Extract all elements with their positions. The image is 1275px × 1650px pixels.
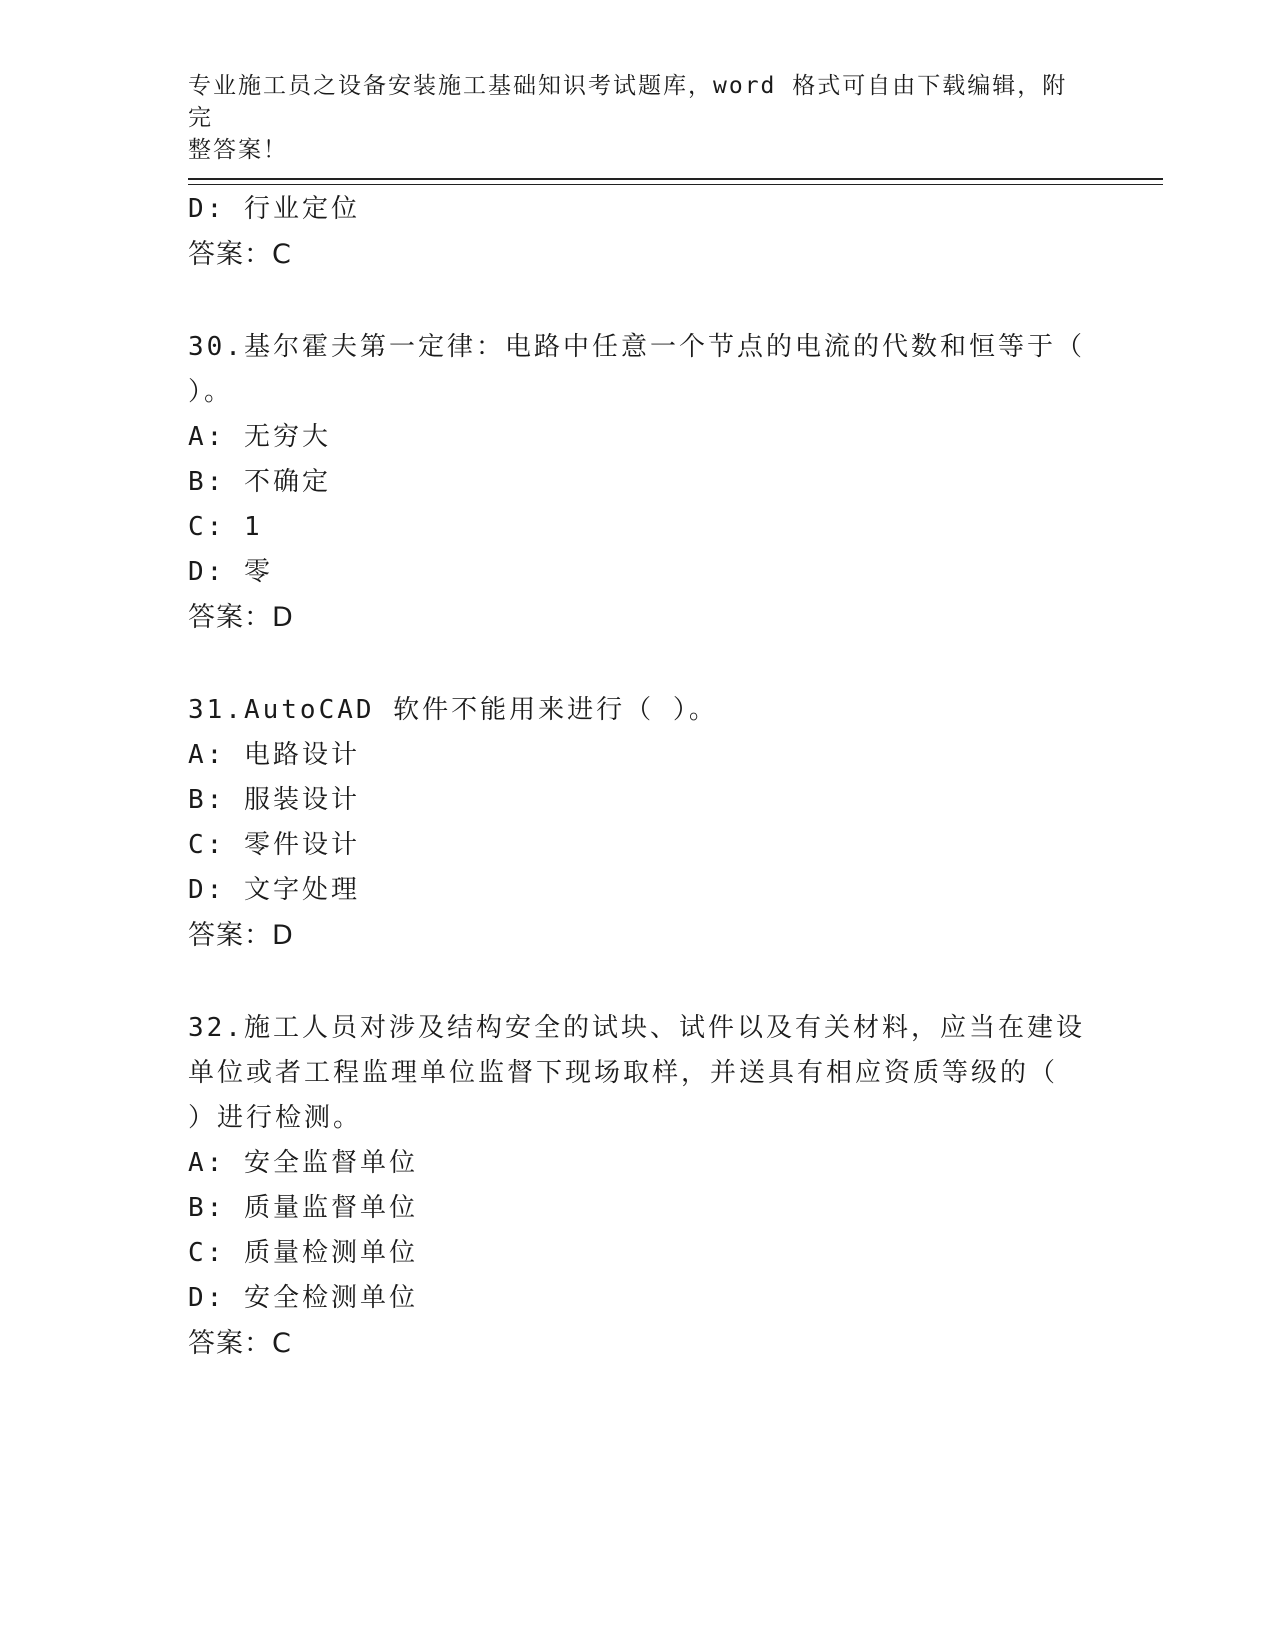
q30-option-b: B: 不确定 (188, 467, 331, 497)
header-divider-thick (188, 178, 1163, 180)
q32-option-d: D: 安全检测单位 (188, 1283, 418, 1313)
q31-option-d: D: 文字处理 (188, 875, 360, 905)
document-header (188, 70, 1078, 166)
q31-answer: 答案：D (188, 920, 294, 951)
q31-option-b: B: 服装设计 (188, 785, 360, 815)
q32-stem-line-1: 32.施工人员对涉及结构安全的试块、试件以及有关材料，应当在建设 (188, 1013, 1085, 1043)
prev-answer: 答案：C (188, 239, 292, 270)
q32-stem-line-2: 单位或者工程监理单位监督下现场取样，并送具有相应资质等级的（ (188, 1058, 1059, 1088)
q32-stem-line-3: ）进行检测。 (188, 1103, 363, 1133)
q31-stem-line-1: 31.AutoCAD 软件不能用来进行（ ）。 (188, 695, 718, 725)
header-line-1: 专业施工员之设备安装施工基础知识考试题库，word 格式可自由下载编辑，附完 (188, 73, 1068, 131)
q32-answer: 答案：C (188, 1328, 292, 1359)
header-divider-thin (188, 184, 1163, 185)
q30-stem-line-1: 30.基尔霍夫第一定律：电路中任意一个节点的电流的代数和恒等于（ (188, 332, 1085, 362)
q30-option-d: D: 零 (188, 557, 273, 587)
header-line-2: 整答案！ (188, 137, 288, 163)
q32-option-a: A: 安全监督单位 (188, 1148, 418, 1178)
q30-option-a: A: 无穷大 (188, 422, 331, 452)
q30-option-c: C: 1 (188, 512, 263, 542)
q32-option-b: B: 质量监督单位 (188, 1193, 418, 1223)
prev-option-d: D: 行业定位 (188, 194, 360, 224)
q32-option-c: C: 质量检测单位 (188, 1238, 418, 1268)
q31-option-c: C: 零件设计 (188, 830, 360, 860)
q31-option-a: A: 电路设计 (188, 740, 360, 770)
q30-stem-line-2: ）。 (188, 377, 234, 407)
q30-answer: 答案：D (188, 602, 294, 633)
